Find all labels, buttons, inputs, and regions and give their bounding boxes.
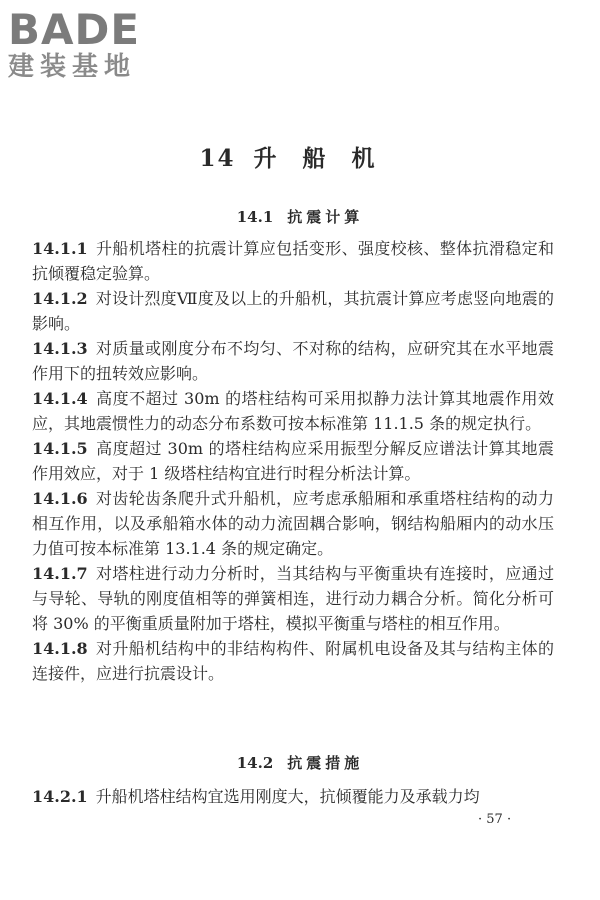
section-number: 14.1 (236, 208, 274, 226)
clause-number: 14.2.1 (32, 787, 88, 806)
logo-wordmark: BADE (8, 5, 141, 54)
clause-number: 14.1.8 (32, 639, 88, 658)
section-body (32, 784, 554, 809)
clause-text: 升船机塔柱结构宜选用刚度大，抗倾覆能力及承载力均 (95, 787, 480, 806)
clause-text: 升船机塔柱的抗震计算应包括变形、强度校核、整体抗滑稳定和抗倾覆稳定验算。 (32, 239, 554, 283)
clause (32, 486, 554, 561)
section-name: 抗震措施 (287, 754, 364, 772)
clause-text: 对升船机结构中的非结构构件、附属机电设备及其与结构主体的连接件，应进行抗震设计。 (32, 639, 554, 683)
clause (32, 236, 554, 286)
chapter-title (0, 140, 600, 173)
logo-subtitle: 建装基地 (8, 52, 137, 82)
clause-number: 14.1.4 (32, 389, 88, 408)
section-number: 14.2 (236, 754, 274, 772)
section-title (0, 206, 600, 227)
clause-text: 高度超过 30m 的塔柱结构应采用振型分解反应谱法计算其地震作用效应，对于 1 级塔柱结构宜进行时程分析法计算。 (32, 439, 554, 483)
clause-number: 14.1.7 (32, 564, 88, 583)
clause-text: 对质量或刚度分布不均匀、不对称的结构，应研究其在水平地震作用下的扭转效应影响。 (32, 339, 554, 383)
clause-text: 对塔柱进行动力分析时，当其结构与平衡重块有连接时，应通过与导轮、导轨的刚度值相等的弹簧相连，进行动力耦合分析。简化分析可将 30% 的平衡重质量附加于塔柱，模拟平衡重与塔柱的相互作用。 (32, 564, 554, 633)
clause (32, 636, 554, 686)
clause (32, 784, 554, 809)
clause (32, 561, 554, 636)
section-title (0, 752, 600, 773)
chapter-name: 升船机 (253, 145, 401, 172)
clause-number: 14.1.6 (32, 489, 88, 508)
section-body (32, 236, 554, 686)
section-name: 抗震计算 (287, 208, 364, 226)
chapter-number: 14 (199, 145, 236, 172)
clause-text: 高度不超过 30m 的塔柱结构可采用拟静力法计算其地震作用效应，其地震惯性力的动态分布系数可按本标准第 11.1.5 条的规定执行。 (32, 389, 554, 433)
clause-number: 14.1.5 (32, 439, 88, 458)
clause-text: 对设计烈度Ⅶ度及以上的升船机，其抗震计算应考虑竖向地震的影响。 (32, 289, 554, 333)
clause (32, 286, 554, 336)
clause-text: 对齿轮齿条爬升式升船机，应考虑承船厢和承重塔柱结构的动力相互作用，以及承船箱水体的动力流固耦合影响，钢结构船厢内的动水压力值可按本标准第 13.1.4 条的规定确定。 (32, 489, 554, 558)
clause-number: 14.1.3 (32, 339, 88, 358)
clause (32, 386, 554, 436)
clause (32, 436, 554, 486)
clause (32, 336, 554, 386)
clause-number: 14.1.1 (32, 239, 88, 258)
logo (8, 5, 183, 86)
clause-number: 14.1.2 (32, 289, 88, 308)
page-number: · 57 · (478, 812, 512, 827)
